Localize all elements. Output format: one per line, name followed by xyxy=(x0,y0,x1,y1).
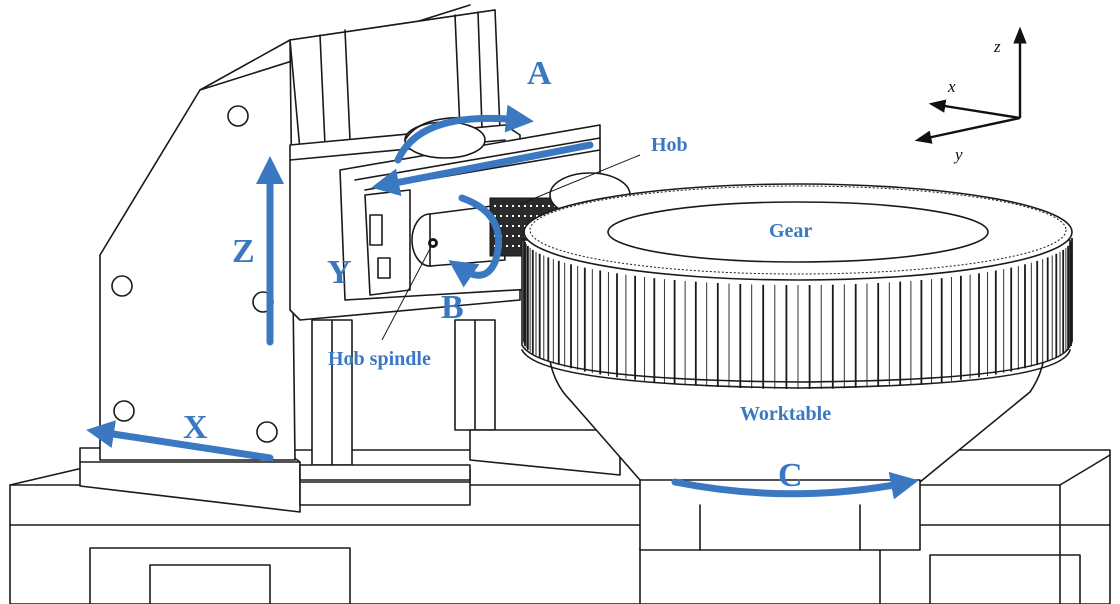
axis-label-c: C xyxy=(778,457,803,494)
coord-y-axis xyxy=(918,118,1020,140)
axis-label-b: B xyxy=(441,289,464,326)
coord-x-axis xyxy=(932,104,1020,118)
part-label-hob-spindle: Hob spindle xyxy=(328,348,431,370)
coordinate-frame xyxy=(918,30,1020,140)
axis-label-x: X xyxy=(183,409,208,446)
coord-label-y: y xyxy=(955,145,963,164)
gear xyxy=(522,184,1072,389)
axis-label-y: Y xyxy=(327,254,352,291)
coord-label-z: z xyxy=(994,37,1001,56)
axis-label-z: Z xyxy=(232,233,255,270)
axis-label-a: A xyxy=(527,55,552,92)
part-label-worktable: Worktable xyxy=(740,403,832,425)
coord-label-x: x xyxy=(948,77,956,96)
part-label-hob: Hob xyxy=(651,134,688,156)
part-label-gear: Gear xyxy=(769,220,813,242)
